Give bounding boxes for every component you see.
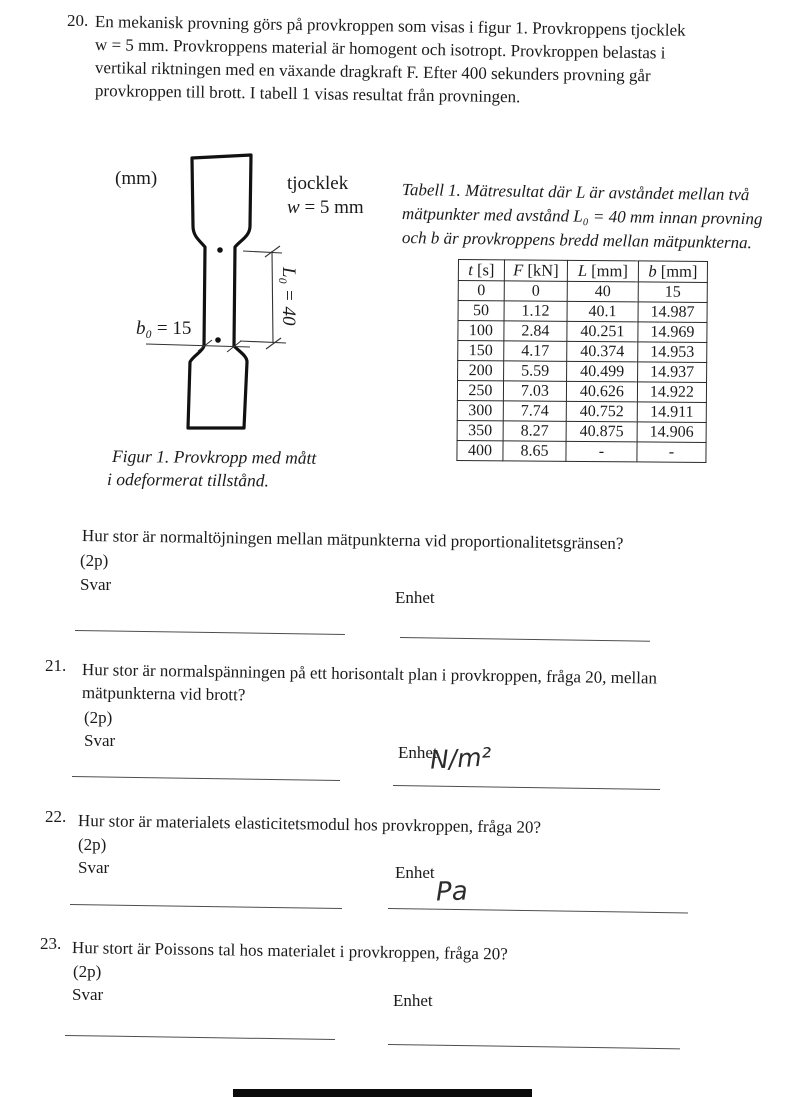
table-cell: 200 xyxy=(458,361,504,381)
question-20-line: w = 5 mm. Provkroppens material är homogent och isotropt. Provkroppen belastas i xyxy=(94,35,666,63)
table-cell: 14.953 xyxy=(638,342,707,363)
question-20-enhet-label: Enhet xyxy=(395,588,435,607)
table-cell: 350 xyxy=(457,420,503,440)
header-force: F [kN] xyxy=(504,260,567,281)
table-cell: 40.374 xyxy=(567,341,638,362)
width-value: = 15 xyxy=(152,318,192,339)
table-cell: 1.12 xyxy=(504,301,567,321)
table-cell: 50 xyxy=(458,301,504,321)
table-caption-line: Tabell 1. Mätresultat där L är avståndet mellan två xyxy=(401,180,750,205)
table-caption-line: och b är provkroppens bredd mellan mätpunkterna. xyxy=(401,228,752,253)
table-cell: 40.875 xyxy=(566,421,637,442)
table-cell: 2.84 xyxy=(504,321,567,341)
table-cell: 14.911 xyxy=(637,402,706,423)
specimen-width-label xyxy=(136,318,191,340)
answer-line-enhet-q20 xyxy=(400,637,650,642)
figure-unit-label: (mm) xyxy=(115,168,158,189)
question-21-line: mätpunkterna vid brott? xyxy=(81,683,246,705)
thickness-label-line2 xyxy=(287,197,364,219)
answer-line-svar-q20 xyxy=(75,630,345,635)
answer-line-svar-q22 xyxy=(70,904,342,909)
table-cell: 40.752 xyxy=(566,401,637,422)
table-row xyxy=(458,341,707,363)
figure-caption xyxy=(106,445,317,491)
specimen-outline xyxy=(188,155,251,428)
figure-caption-line: Figur 1. Provkropp med mått xyxy=(111,446,317,468)
table-cell: 40.626 xyxy=(566,381,637,402)
measurement-table-body xyxy=(457,281,707,463)
table-row xyxy=(458,301,707,323)
question-23-number: 23. xyxy=(40,934,62,953)
question-21-svar-label: Svar xyxy=(84,731,116,750)
answer-line-enhet-q21 xyxy=(393,785,660,790)
table-cell: 0 xyxy=(458,281,504,301)
table-row xyxy=(458,361,707,383)
table-cell: 100 xyxy=(458,321,504,341)
table-cell: 300 xyxy=(457,400,503,420)
table-cell: 7.03 xyxy=(503,381,566,401)
question-23-text: Hur stort är Poissons tal hos materialet i provkroppen, fråga 20? xyxy=(71,938,508,964)
table-caption-line: mätpunkter med avstånd L₀ = 40 mm innan provning xyxy=(401,204,763,229)
table-caption xyxy=(401,178,763,253)
answer-line-enhet-q22 xyxy=(388,908,688,913)
question-20-points: (2p) xyxy=(80,551,109,570)
question-20-number: 20. xyxy=(67,11,89,30)
thickness-value: = 5 mm xyxy=(299,197,364,218)
table-row xyxy=(458,281,707,303)
table-cell: 40.499 xyxy=(567,361,638,382)
header-width: b [mm] xyxy=(638,261,707,283)
width-variable: b₀ xyxy=(136,318,153,339)
header-time: t [s] xyxy=(458,260,504,281)
table-row xyxy=(457,381,706,403)
question-23-enhet-label: Enhet xyxy=(393,991,433,1010)
question-23-svar-label: Svar xyxy=(72,985,104,1004)
table-cell: 15 xyxy=(638,282,707,303)
table-cell: 400 xyxy=(457,440,503,460)
table-cell: 14.987 xyxy=(638,302,707,323)
question-21-points: (2p) xyxy=(84,708,113,727)
table-cell: 0 xyxy=(504,281,567,301)
scan-artifact-bar xyxy=(233,1089,532,1097)
answer-line-svar-q21 xyxy=(72,776,340,781)
question-21-number: 21. xyxy=(45,656,67,675)
handwritten-unit-q21: N/m² xyxy=(429,742,493,775)
table-row xyxy=(457,420,706,442)
table-cell: 7.74 xyxy=(503,401,566,421)
question-22-enhet-label: Enhet xyxy=(395,863,435,882)
table-cell: 8.65 xyxy=(503,441,566,461)
question-20-line: vertikal riktningen med en växande dragkraft F. Efter 400 sekunders provning går xyxy=(94,58,651,86)
table-cell: 40.1 xyxy=(567,301,638,322)
table-cell: 14.937 xyxy=(638,362,707,383)
table-cell: - xyxy=(566,441,637,462)
question-20-line: provkroppen till brott. I tabell 1 visas resultat från provningen. xyxy=(94,81,521,107)
lower-gauge-dot xyxy=(215,337,221,343)
table-cell: 8.27 xyxy=(503,421,566,441)
question-22-points: (2p) xyxy=(78,835,107,854)
question-20-svar-label: Svar xyxy=(80,575,112,594)
thickness-label-line1: tjocklek xyxy=(287,173,349,194)
answer-line-enhet-q23 xyxy=(388,1044,680,1049)
question-21-line: Hur stor är normalspänningen på ett horisontalt plan i provkroppen, fråga 20, mellan xyxy=(81,660,658,688)
table-cell: 150 xyxy=(458,341,504,361)
table-row xyxy=(457,400,706,422)
table-cell: 14.969 xyxy=(638,322,707,343)
question-22-text: Hur stor är materialets elasticitetsmodul hos provkroppen, fråga 20? xyxy=(77,811,542,837)
gauge-length-label: L₀ = 40 xyxy=(278,267,299,326)
question-20-sub-text: Hur stor är normaltöjningen mellan mätpunkterna vid proportionalitetsgränsen? xyxy=(81,526,624,554)
handwritten-unit-q22: Pa xyxy=(435,876,469,908)
question-22-svar-label: Svar xyxy=(78,858,110,877)
figure-caption-line: i odeformerat tillstånd. xyxy=(106,469,269,491)
measurement-table xyxy=(456,259,708,463)
answer-line-svar-q23 xyxy=(65,1035,335,1040)
table-cell: - xyxy=(637,442,706,463)
question-21-enhet-label: Enhet xyxy=(398,743,438,762)
question-20-line: En mekanisk provning görs på provkroppen som visas i figur 1. Provkroppens tjocklek xyxy=(94,12,686,40)
table-cell: 14.906 xyxy=(637,422,706,443)
question-20-text xyxy=(94,10,686,107)
header-length: L [mm] xyxy=(567,260,638,282)
table-cell: 40.251 xyxy=(567,321,638,342)
question-21-text xyxy=(82,658,657,704)
table-row xyxy=(457,440,706,462)
question-23-points: (2p) xyxy=(73,962,102,981)
table-cell: 5.59 xyxy=(504,361,567,381)
upper-gauge-dot xyxy=(217,247,223,253)
table-cell: 40 xyxy=(567,281,638,302)
question-22-number: 22. xyxy=(45,807,67,826)
table-cell: 4.17 xyxy=(504,341,567,361)
table-cell: 14.922 xyxy=(637,382,706,403)
measurement-table-head xyxy=(458,260,707,283)
table-row xyxy=(458,321,707,343)
thickness-variable: w xyxy=(287,197,300,218)
table-cell: 250 xyxy=(457,381,503,401)
table-header-row xyxy=(458,260,707,283)
